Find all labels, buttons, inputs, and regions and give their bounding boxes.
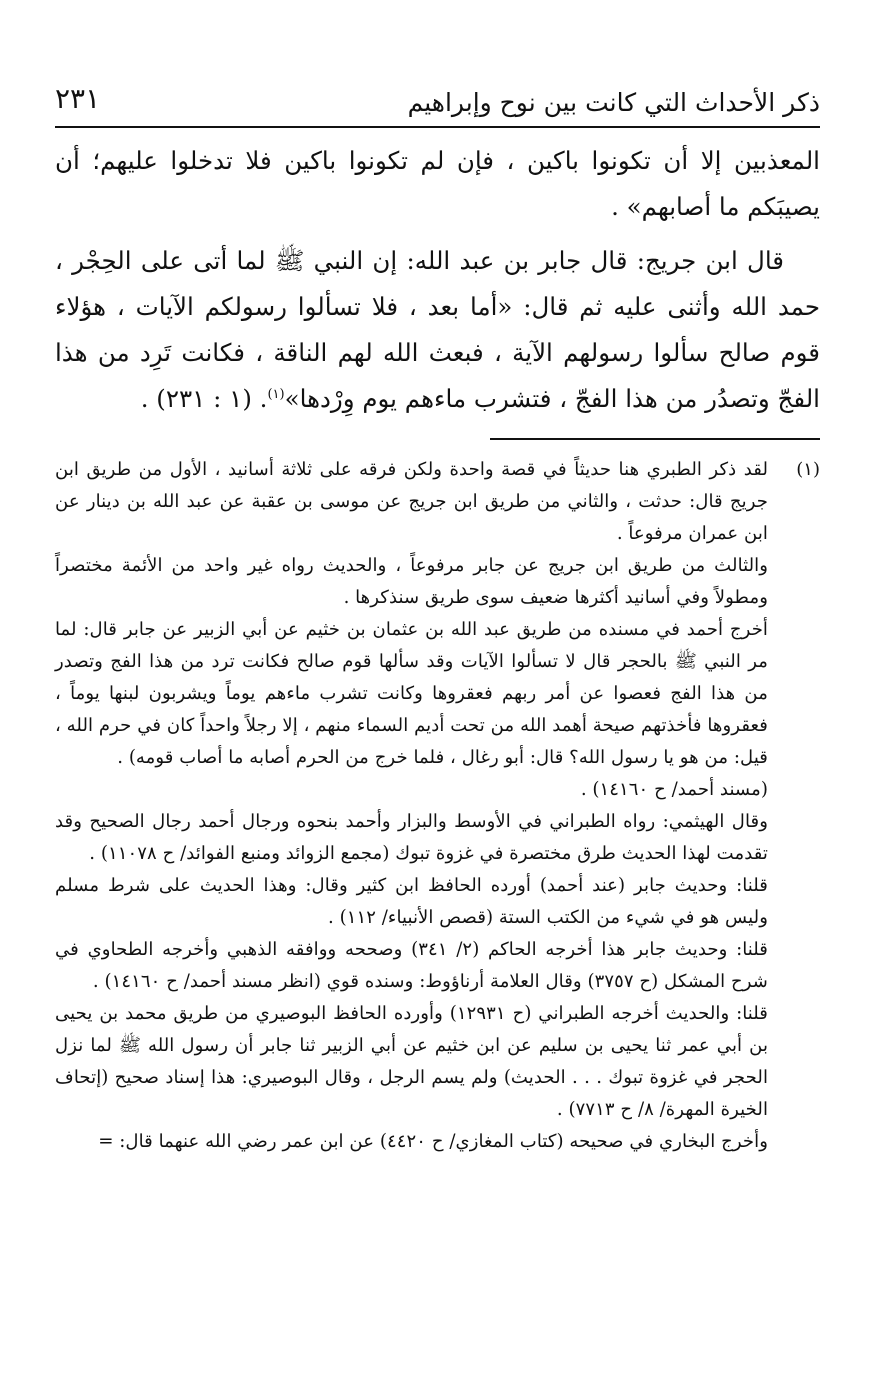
footnote-paragraph: قلنا: وحديث جابر (عند أحمد) أورده الحافظ ابن كثير وقال: وهذا الحديث على شرط مسلم وليس هو في شيء من الكتب الستة (قصص الأنبياء/ ١١٢) . [55, 875, 768, 928]
running-header [55, 80, 820, 128]
footnote-paragraph: (مسند أحمد/ ح ١٤١٦٠) . [580, 779, 768, 800]
main-paragraph-2-text: قال ابن جريج: قال جابر بن عبد الله: إن النبي ﷺ لما أتى على الحِجْر ، حمد الله وأثنى عليه ثم قال: «أما بعد ، فلا تسألوا رسولكم الآيات ، هؤلاء قوم صالح سألوا رسولهم الآية ، فبعث الله لهم الناقة ، فكانت تَرِد من هذا الفجّ وتصدُر من هذا الفجّ ، فتشرب ماءهم يوم وِرْدها» [55, 246, 820, 413]
footnote-number: (١) [796, 459, 820, 480]
chapter-title: ذكر الأحداث التي كانت بين نوح وإبراهيم [407, 88, 820, 117]
main-paragraph-1: المعذبين إلا أن تكونوا باكين ، فإن لم تكونوا باكين فلا تدخلوا عليهم؛ أن يصيبَكم ما أصابهم» . [55, 146, 820, 221]
footnote-paragraph: وأخرج البخاري في صحيحه (كتاب المغازي/ ح ٤٤٢٠) عن ابن عمر رضي الله عنهما قال: = [98, 1131, 768, 1152]
footnote-separator-wrap [55, 422, 820, 454]
footnote-paragraph: قلنا: والحديث أخرجه الطبراني (ح ١٢٩٣١) وأورده الحافظ البوصيري من طريق محمد بن يحيى بن أبي عمر ثنا يحيى بن سليم عن ابن خثيم عن أبي الزبير ثنا جابر أن رسول الله ﷺ لما نزل الحجر في غزوة تبوك . . . الحديث) ولم يسم الرجل ، وقال البوصيري: هذا إسناد صحيح (إتحاف الخيرة المهرة/ ٨/ ح ٧٧١٣) . [55, 1003, 768, 1120]
footnote-paragraph: وقال الهيثمي: رواه الطبراني في الأوسط والبزار وأحمد بنحوه ورجال أحمد رجال الصحيح وقد تقدمت لهذا الحديث طرق مختصرة في غزوة تبوك (مجمع الزوائد ومنبع الفوائد/ ح ١١٠٧٨) . [55, 811, 768, 864]
footnotes-section [55, 454, 820, 1158]
volume-page-citation: . (١ : ٢٣١) . [140, 384, 268, 413]
footnote-separator [490, 438, 820, 440]
footnote-paragraph: قلنا: وحديث جابر هذا أخرجه الحاكم (٢/ ٣٤١) وصححه ووافقه الذهبي وأخرجه الطحاوي في شرح المشكل (ح ٣٧٥٧) وقال العلامة أرناؤوط: وسنده قوي (انظر مسند أحمد/ ح ١٤١٦٠) . [55, 939, 768, 992]
page-number: ٢٣١ [55, 82, 101, 115]
main-paragraph-2 [55, 238, 820, 422]
footnote-paragraph: أخرج أحمد في مسنده من طريق عبد الله بن عثمان بن خثيم عن أبي الزبير عن جابر قال: لما مر النبي ﷺ بالحجر قال لا تسألوا الآيات وقد سألها قوم صالح فكانت ترد من هذا الفج وتصدر من هذا الفج فعصوا عن أمر ربهم فعقروها وكانت تشرب ماءهم يوماً ويشربون لبنها يوماً ، فعقروها فأخذتهم صيحة أهمد الله من تحت أديم السماء منهم ، إلا رجلاً واحداً كان في حرم الله ، قيل: من هو يا رسول الله؟ قال: أبو رغال ، فلما خرج من الحرم أصابه ما أصاب قومه) . [55, 619, 768, 768]
footnote-paragraph: لقد ذكر الطبري هنا حديثاً في قصة واحدة ولكن فرقه على ثلاثة أسانيد ، الأول من طريق ابن جريج قال: حدثت ، والثاني من طريق ابن جريج عن موسى بن عقبة عن عبد الله بن دينار عن ابن عمران مرفوعاً . [55, 459, 768, 544]
book-page [55, 80, 820, 1370]
footnote-paragraph: والثالث من طريق ابن جريج عن جابر مرفوعاً ، والحديث رواه غير واحد من الأئمة مختصراً ومطولاً وفي أسانيد أكثرها ضعيف سوى طريق سنذكرها . [55, 555, 768, 608]
main-text [55, 138, 820, 422]
footnote-reference[interactable]: (١) [267, 386, 285, 402]
